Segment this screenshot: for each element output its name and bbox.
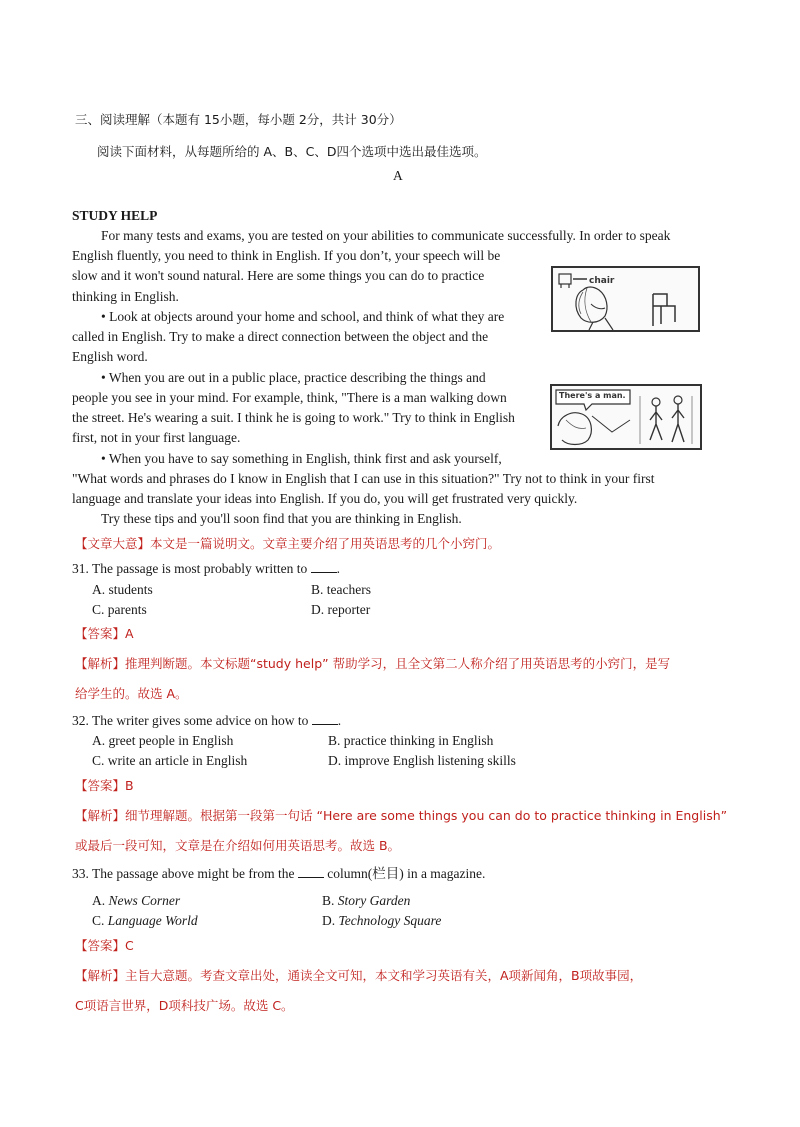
q33-option-b-text: Story Garden (337, 893, 411, 908)
q33-analysis-line1: 【解析】主旨大意题。考查文章出处，通读全文可知，本文和学习英语有关，A项新闻角，B项故事园， (75, 968, 643, 983)
passage-line: English word. (72, 349, 148, 364)
q31-analysis-line2: 给学生的。故选 A。 (75, 686, 188, 701)
passage-line: first, not in your first language. (72, 430, 241, 445)
q32-option-b: B. practice thinking in English (328, 733, 494, 748)
question-32-stem-end: . (337, 713, 342, 728)
question-31-stem-end: . (336, 561, 340, 576)
passage-line: • When you have to say something in English, think first and ask yourself, (101, 451, 502, 466)
q32-option-c: C. write an article in English (92, 753, 248, 768)
passage-line: English fluently, you need to think in English. If you don’t, your speech will be (72, 248, 501, 263)
q33-option-c (92, 911, 198, 931)
q32-analysis-line1: 【解析】细节理解题。根据第一段第一句话 “Here are some things you can do to practice thinking in English” (75, 808, 728, 823)
passage-line: Try these tips and you'll soon find that you are thinking in English. (101, 511, 462, 526)
man-illustration (550, 384, 702, 450)
passage-line: the street. He's wearing a suit. I think he is going to work." Try to think in English (72, 410, 515, 425)
q31-analysis-line1: 【解析】推理判断题。本文标题“study help” 帮助学习，且全文第二人称介绍了用英语思考的小窍门，是写 (75, 656, 671, 671)
chair-drawing-icon (553, 268, 698, 330)
question-33-stem (72, 864, 485, 884)
passage-line: "What words and phrases do I know in English that I can use in this situation?" Try not to think in your first (72, 471, 655, 486)
passage-line: • Look at objects around your home and school, and think of what they are (101, 309, 505, 324)
question-33-stem-end: column(栏目) in a magazine. (327, 866, 486, 881)
passage-line: called in English. Try to make a direct connection between the object and the (72, 329, 489, 344)
q33-option-a-text: News Corner (108, 893, 181, 908)
q33-option-b-letter: B. (322, 893, 335, 908)
q31-option-a: A. students (92, 582, 153, 597)
q32-answer: 【答案】B (75, 778, 134, 793)
section-header: 三、阅读理解（本题有 15小题，每小题 2分，共计 30分） (75, 112, 402, 127)
passage-line: language and translate your ideas into English. If you do, you will get frustrated very quickly. (72, 491, 578, 506)
q31-option-d: D. reporter (311, 602, 371, 617)
question-32-stem-text: 32. The writer gives some advice on how to (72, 713, 309, 728)
q33-option-d-text: Technology Square (338, 913, 442, 928)
passage-line: • When you are out in a public place, practice describing the things and (101, 370, 486, 385)
chair-illustration (551, 266, 700, 332)
q33-option-c-text: Language World (107, 913, 198, 928)
answer-blank (311, 560, 337, 573)
q33-option-c-letter: C. (92, 913, 105, 928)
passage-line: thinking in English. (72, 289, 179, 304)
chair-caption: chair (589, 276, 615, 286)
q33-option-a (92, 891, 180, 911)
q32-analysis-line2: 或最后一段可知，文章是在介绍如何用英语思考。故选 B。 (75, 838, 401, 853)
q32-option-d: D. improve English listening skills (328, 753, 516, 768)
answer-blank (298, 865, 324, 878)
q33-option-b (322, 891, 410, 911)
q33-option-a-letter: A. (92, 893, 106, 908)
question-33-stem-text: 33. The passage above might be from the (72, 866, 295, 881)
q33-option-d (322, 911, 441, 931)
question-32-stem (72, 711, 341, 731)
q31-answer: 【答案】A (75, 626, 134, 641)
answer-blank (312, 712, 338, 725)
q31-option-c: C. parents (92, 602, 147, 617)
man-caption: There's a man. (559, 391, 626, 400)
q33-answer: 【答案】C (75, 938, 134, 953)
passage-line: For many tests and exams, you are tested on your abilities to communicate successfully. In order to speak (101, 228, 671, 243)
question-31-stem (72, 559, 340, 579)
q32-option-a: A. greet people in English (92, 733, 234, 748)
question-31-stem-text: 31. The passage is most probably written to (72, 561, 308, 576)
passage-line: slow and it won't sound natural. Here are some things you can do to practice (72, 268, 485, 283)
q31-option-b: B. teachers (311, 582, 371, 597)
man-drawing-icon (552, 386, 700, 448)
passage-line: people you see in your mind. For example, think, "There is a man walking down (72, 390, 507, 405)
passage-summary: 【文章大意】本文是一篇说明文。文章主要介绍了用英语思考的几个小窍门。 (75, 536, 501, 551)
passage-title: STUDY HELP (72, 208, 158, 223)
q33-analysis-line2: C项语言世界，D项科技广场。故选 C。 (75, 998, 294, 1013)
q33-option-d-letter: D. (322, 913, 336, 928)
passage-label: A (393, 168, 403, 183)
instruction: 阅读下面材料，从每题所给的 A、B、C、D四个选项中选出最佳选项。 (97, 144, 487, 159)
